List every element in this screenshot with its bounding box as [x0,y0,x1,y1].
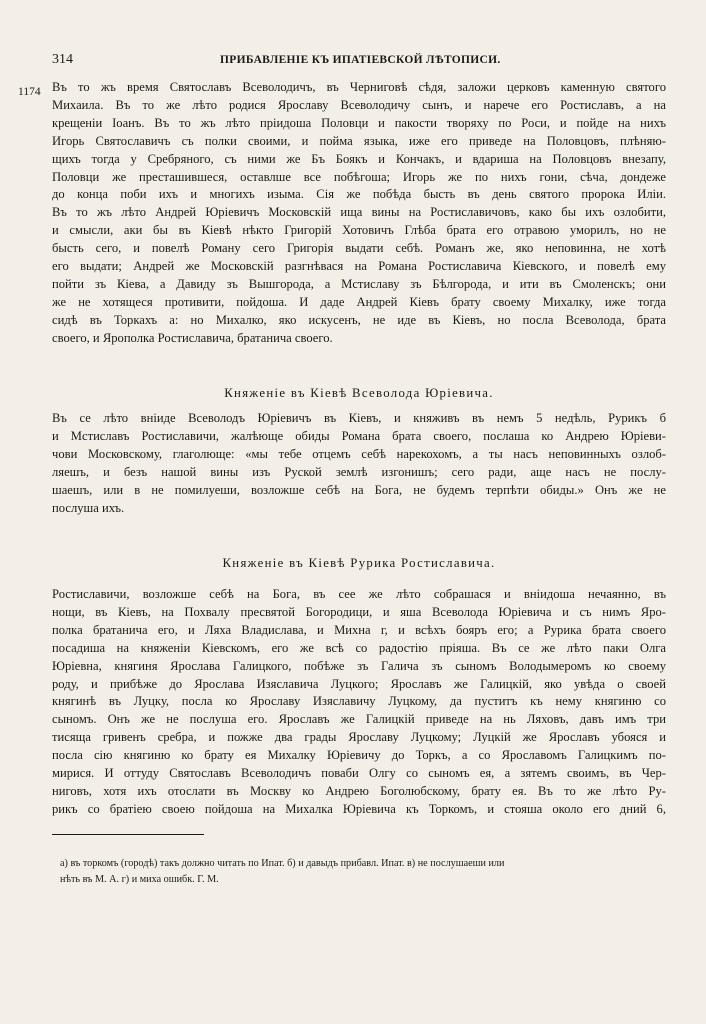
text-line: рикъ со братіею своею пойдоша на Михалка Юріевича къ Торкомъ, и стояша около его дний 6, [52,801,666,816]
text-line: посадиша на княженіи Кіевскомъ, его же всѣ со радостію пріяша. Въ се же лѣто паки Олга [52,640,666,655]
footnote-rule [52,834,204,835]
text-line: нощи, въ Кіевъ, на Похвалу пресвятой Богородици, и яша Всеволода Юріевича и съ нимъ Яро- [52,604,666,619]
text-line: его выдати; Андрей же Московскій разгнѣвася на Романа Ростиславича Кіевского, и повелѣ ему [52,259,666,274]
paragraph-2 [52,410,666,517]
text-line: Михаила. Въ то же лѣто родися Ярославу Всеволодичу сынъ, и нарече его Ростиславъ, а на [52,97,666,112]
text-line: щихъ тогда у Сребряного, съ ними же Бъ Боякъ и Кончакъ, и вдариша на Половцовъ внезапу, [52,151,666,166]
text-line: бысть сего, и повелѣ Роману сего Григорія выдати себѣ. Романъ же, яко неповинна, не хотѣ [52,241,666,256]
text-line: же не хотящеся противити, пойдоша. И даде Андрей Кіевъ брату своему Михалку, иже тогда [52,294,666,309]
text-line: княгинѣ въ Луцку, посла ко Ярославу Изяславичу Луцкому, да пуститъ къ нему княгиню со [52,694,666,709]
section-heading-vsevolod: Княженіе въ Кіевѣ Всеволода Юріевича. [224,386,494,400]
text-line: сидѣ въ Торкахъ а: но Михалко, яко искусенъ, не иде въ Кіевъ, но посла Всеволода, брата [52,312,666,327]
running-title: ПРИБАВЛЕНІЕ КЪ ИПАТІЕВСКОЙ ЛѢТОПИСИ. [220,54,501,66]
section-heading-rurik: Княженіе въ Кіевѣ Рурика Ростиславича. [222,556,496,570]
text-line: ляешъ, и безъ нашой вины изъ Руской землѣ изгонишъ; сего ради, аще насъ не послу- [52,464,666,479]
text-line: Въ то жъ время Святославъ Всеволодичъ, въ Черниговѣ сѣдя, заложи церковъ каменную святого [52,80,666,94]
page-number: 314 [52,52,73,67]
paragraph-3 [52,586,666,819]
text-line: своего, и Ярополка Ростиславича, братанича своего. [52,330,333,345]
text-line: посла сію княгиню ко брату ея Михалку Юріевичу до Торкъ, а со Ярославомъ Галицкимъ по- [52,748,666,763]
text-line: и смысли, аки бы въ Кіевѣ нѣкто Григорій Хотовичъ Глѣба брата его отравою уморилъ, но не [52,223,666,238]
text-line: и Мстиславъ Ростиславичи, жалѣюще обиды Романа брата своего, послаша ко Андрею Юріеви- [52,428,666,443]
text-line: Въ то жъ лѣто Андрей Юріевичъ Московскій ища вины на Ростиславичовъ, како бы ихъ озлобити, [52,205,666,220]
text-line: мирися. И оттуду Святославъ Всеволодичъ поваби Олгу со сыномъ ея, а зятемъ своимъ, въ Чер- [52,766,666,781]
paragraph-1 [52,79,666,348]
text-line: Игорь Святославичъ съ полки своими, и пойма языка, иже его приведе на Половцовъ, плѣняю- [52,133,666,148]
text-line: шаешъ, или в не помилуеши, возложше себѣ на Бога, не будемъ терпѣти обиды.» Онъ же не [52,482,666,497]
footnote-line: нѣть въ М. А. г) и миха ошибк. Г. М. [60,874,219,885]
margin-year: 1174 [18,86,41,98]
footnotes [60,856,666,888]
text-line: чови Московскому, глаголюще: «мы тебе отцемъ себѣ нарекохомъ, а ты насъ неповинныхъ озлоб- [52,446,666,461]
text-line: Ростиславичи, возложше себѣ на Бога, въ сее же лѣто собрашася и вніидоша нечаянно, въ [52,587,666,601]
text-line: Половци же престашившеся, оставлше все побѣгоша; Игорь же по нихъ гони, сѣча, дондеже [52,169,666,184]
text-line: ниговъ, хотя ихъ отослати въ Москву ко Андрею Боголюбскому, брату ея. Въ то же лѣто Ру- [52,783,666,798]
text-line: пойти зъ Кіева, а Давиду зъ Вышгорода, а Мстиславу зъ Бѣлгорода, и ити въ Смоленскъ; они [52,276,666,291]
text-line: полка братанича его, и Ляха Владислава, и Михна г, и всѣхъ бояръ его; а Рурика брата своего [52,622,666,637]
text-line: роду, и прибѣже до Ярослава Изяславича Луцкого; Ярославъ же Галицкій, яко увѣда о своей [52,676,666,691]
text-line: до конца поби ихъ и многихъ изыма. Сія же побѣда бысть въ день святого пророка Иліи. [52,187,666,202]
text-line: крещеніи Іоанъ. Въ то жъ лѣто пріидоша Половци и пакости творяху по Роси, и пойде на нихъ [52,115,666,130]
text-line: послуша ихъ. [52,500,125,515]
text-line: Юріевна, княгиня Ярослава Галицкого, побѣже зъ Галича зъ сыномъ Володымеромъ ко своему [52,658,666,673]
text-line: тисяща гривенъ сребра, и пожже два грады Ярославу Луцкому; Луцкій же Ярославъ убояся и [52,730,666,745]
text-line: Въ се лѣто вніиде Всеволодъ Юріевичъ въ Кіевъ, и княживъ въ немъ 5 недѣль, Рурикъ б [52,411,666,425]
footnote-line: а) въ торкомъ (городѣ) такъ должно читать по Ипат. б) и давыдъ прибавл. Ипат. в) не послушаеши или [60,858,505,869]
text-line: сыномъ. Онъ же не послуша его. Ярославъ же Галицкій приведе на нь Ляховъ, давъ имъ три [52,712,666,727]
